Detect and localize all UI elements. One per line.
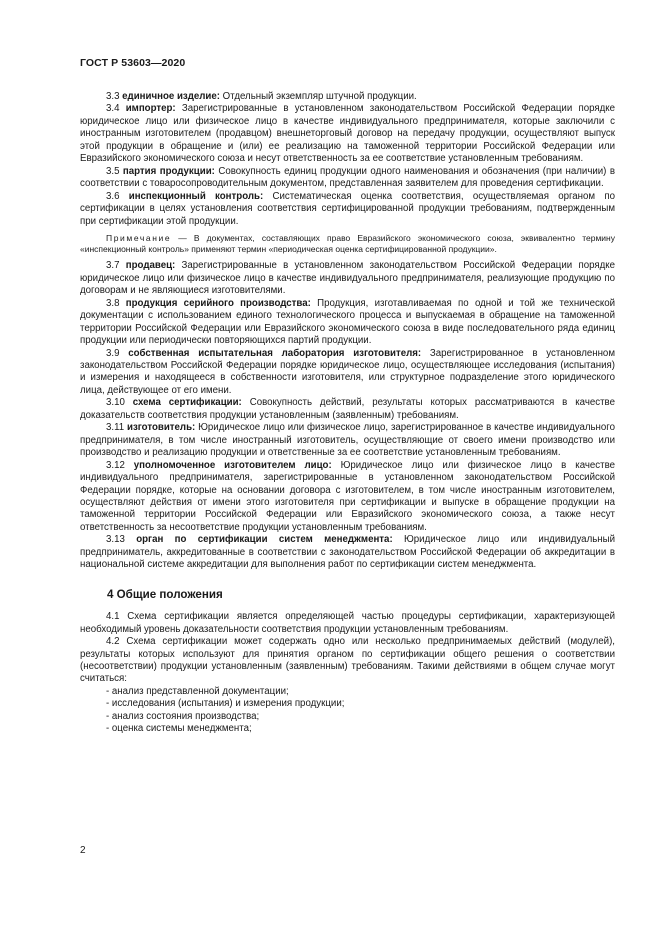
- note-paragraph: [80, 233, 615, 255]
- definition-number: 3.3: [106, 91, 120, 102]
- document-body: [80, 91, 615, 736]
- definition-3-8: [80, 298, 615, 348]
- definition-number: 3.13: [106, 534, 125, 546]
- definition-3-3: [80, 91, 615, 103]
- note-label: Примечание: [106, 232, 172, 243]
- definition-term: импортер:: [125, 103, 176, 115]
- definition-text: Совокупность действий, результаты которых рассматриваются в качестве доказательств соответствия продукции установленным (заявленным) требованиям.: [80, 397, 615, 421]
- definition-term: продукция серийного производства:: [125, 297, 311, 309]
- definition-3-4: [80, 103, 615, 165]
- definition-text: Продукция, изготавливаемая по одной и той же технической документации с использованием единого технологического процесса и выпускаемая в обращение на таможенной территории Российской Федерации или Евразийского экономического союза в виде последовательного ряда единиц продукции или периодически повторяющихся партий продукции.: [80, 297, 616, 347]
- section-heading: 4 Общие положения: [107, 587, 223, 601]
- definition-3-11: [80, 422, 615, 459]
- definition-3-7: [80, 260, 615, 297]
- definition-term: продавец:: [125, 260, 176, 272]
- definition-term: партия продукции:: [122, 165, 215, 177]
- definition-number: 3.4: [106, 103, 120, 115]
- definition-number: 3.10: [106, 397, 125, 409]
- definition-term: уполномоченное изготовителем лицо:: [133, 459, 332, 471]
- definition-3-12: [80, 460, 615, 535]
- definition-3-5: [80, 166, 615, 191]
- definition-text: Зарегистрированное в установленном законодательством Российской Федерации порядке юридическое лицо, осуществляющее исследования (испытания) и измерения и находящееся в собственности изготовителя, или структурное подразделение этого юридического лица, действующее от его имени.: [80, 347, 615, 396]
- paragraph-4-1: 4.1 Схема сертификации является определяющей частью процедуры сертификации, характеризующей необходимый уровень доказательности соответствия продукции установленным требованиям.: [80, 611, 615, 635]
- definition-text: Систематическая оценка соответствия, осуществляемая органом по сертификации в целях установления соответствия сертифицированной продукции требованиям, подтвержденным при сертификации этой продукции.: [80, 190, 615, 227]
- definition-term: орган по сертификации систем менеджмента:: [136, 534, 393, 546]
- definition-number: 3.7: [106, 260, 120, 272]
- list-item: - анализ состояния производства;: [106, 710, 260, 722]
- definition-number: 3.11: [106, 422, 125, 434]
- definition-term: единичное изделие:: [122, 91, 220, 102]
- definition-number: 3.9: [106, 347, 120, 359]
- definition-text: Совокупность единиц продукции одного наименования и обозначения (при наличии) в соответствии с товаросопроводительным документом, представленная заявителем для проведения сертификации.: [80, 165, 615, 190]
- definition-number: 3.12: [106, 459, 125, 471]
- definition-3-9: [80, 348, 615, 398]
- definition-number: 3.8: [106, 297, 120, 309]
- definition-3-13: [80, 534, 615, 571]
- action-list: [80, 686, 615, 736]
- list-item: - анализ представленной документации;: [106, 685, 289, 697]
- page-number: 2: [80, 845, 86, 856]
- definition-number: 3.5: [106, 165, 120, 177]
- definition-text: Юридическое лицо или индивидуальный предприниматель, аккредитованные в соответствии с законодательством Российской Федерации об аккредитации в национальной системе аккредитации для выполнения работ по сертификации систем менеджмента.: [80, 534, 615, 571]
- definition-3-10: [80, 397, 615, 422]
- definition-text: Юридическое лицо или физическое лицо в качестве индивидуального предпринимателя, зарегистрированные в установленном законодательством Российской Федерации порядке, которые на основании договора с изготовителем, в том числе иностранным изготовителем, осуществляют действия от имени этого изготовителя при сертификации и выпуске в обращение продукции на таможенной территории Российской Федерации или Евразийского экономического союза, а также несут ответственность за несоответствие продукции установленным требованиям.: [80, 459, 616, 533]
- list-item: - оценка системы менеджмента;: [106, 723, 252, 735]
- list-item: - исследования (испытания) и измерения продукции;: [106, 698, 345, 710]
- definition-text: Юридическое лицо или физическое лицо, зарегистрированное в качестве индивидуального предпринимателя, в том числе иностранный изготовитель, осуществляющие от своего имени производство или производство и реализацию продукции и ответственные за ее соответствие установленным требованиям.: [80, 422, 615, 459]
- definition-text: Зарегистрированные в установленном законодательством Российской Федерации порядке юридическое лицо или физическое лицо в качестве индивидуального предпринимателя, реализующие продукцию по договорам и не являющиеся изготовителями.: [80, 260, 616, 297]
- document-header: ГОСТ Р 53603—2020: [80, 57, 186, 69]
- definition-number: 3.6: [106, 190, 120, 202]
- note-text: — В документах, составляющих право Евразийского экономического союза, эквивалентно термину «инспекционный контроль» применяют термин «периодическая оценка сертифицированной продукции».: [80, 232, 615, 255]
- definition-term: собственная испытательная лаборатория изготовителя:: [128, 347, 422, 359]
- definition-text: Зарегистрированные в установленном законодательством Российской Федерации порядке юридическое лицо или физическое лицо в качестве индивидуального предпринимателя, которые заключили с иностранным изготовителем (продавцом) внешнеторговый договор на передачу продукции, осуществляют выпуск этой продукции в обращение и (или) ее реализацию на таможенной территории Российской Федерации или Евразийского экономического союза и несут ответственность за ее соответствие установленным требованиям.: [80, 103, 615, 165]
- definition-text: Отдельный экземпляр штучной продукции.: [219, 91, 417, 102]
- definition-term: инспекционный контроль:: [128, 190, 264, 202]
- paragraph-4-2: 4.2 Схема сертификации может содержать одно или несколько предпринимаемых действий (модулей), результаты которых используют для принятия органом по сертификации общего решения о соответствии (несоответствии) продукции установленным (заявленным) требованиям. Такими действиями в общем случае могут считаться:: [80, 636, 615, 685]
- definition-term: изготовитель:: [126, 422, 196, 434]
- definition-3-6: [80, 191, 615, 228]
- definition-term: схема сертификации:: [132, 397, 242, 409]
